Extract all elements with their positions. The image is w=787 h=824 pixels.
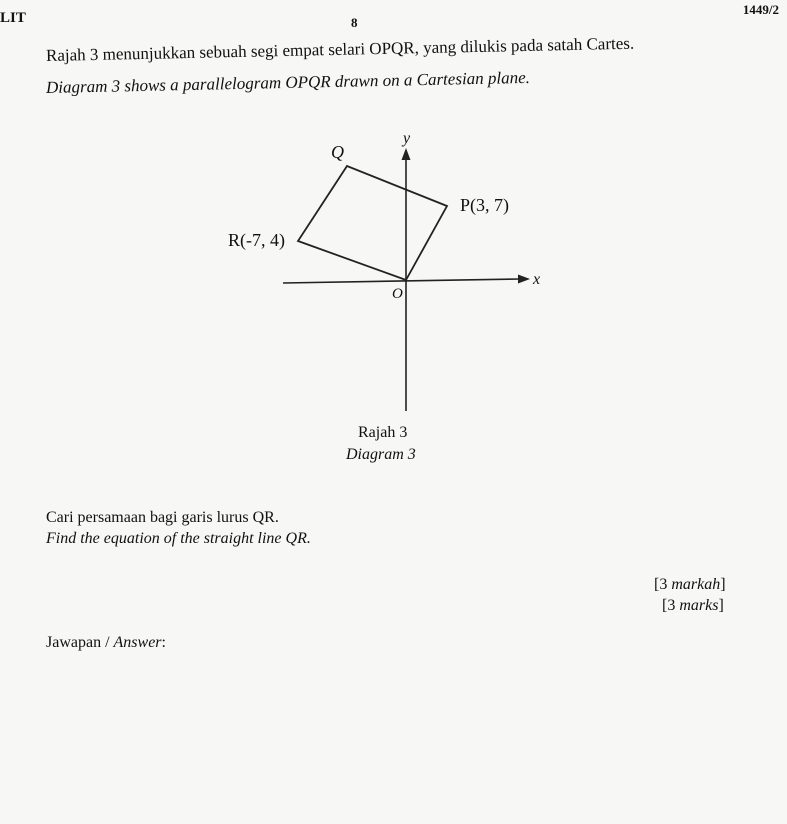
intro-malay: Rajah 3 menunjukkan sebuah segi empat selari OPQR, yang dilukis pada satah Cartes. [45, 33, 635, 65]
vertex-r-label: R(-7, 4) [228, 230, 285, 250]
marks-malay: [3 markah] [654, 576, 726, 593]
parallelogram-diagram [215, 128, 555, 428]
question-malay: Cari persamaan bagi garis lurus QR. [46, 509, 279, 526]
vertex-p-label: P(3, 7) [460, 195, 509, 215]
x-axis [283, 279, 520, 283]
paper-code: 1449/2 [742, 2, 779, 17]
x-axis-arrow [518, 275, 530, 284]
diagram-caption-english: Diagram 3 [346, 446, 416, 463]
page-number: 8 [351, 15, 358, 30]
header-left-text: LIT [0, 10, 26, 26]
y-axis-arrow [402, 148, 411, 160]
diagram-caption-malay: Rajah 3 [358, 424, 408, 441]
marks-english: [3 marks] [662, 597, 724, 614]
y-axis-label: y [403, 130, 411, 147]
parallelogram-opqr [298, 166, 447, 280]
origin-label: O [392, 286, 403, 302]
x-axis-label: x [533, 271, 541, 288]
intro-english: Diagram 3 shows a parallelogram OPQR drawn on a Cartesian plane. [45, 67, 531, 97]
vertex-q-label: Q [331, 142, 344, 162]
question-english: Find the equation of the straight line QR. [46, 530, 311, 547]
answer-label: Jawapan / Answer: [46, 634, 166, 651]
